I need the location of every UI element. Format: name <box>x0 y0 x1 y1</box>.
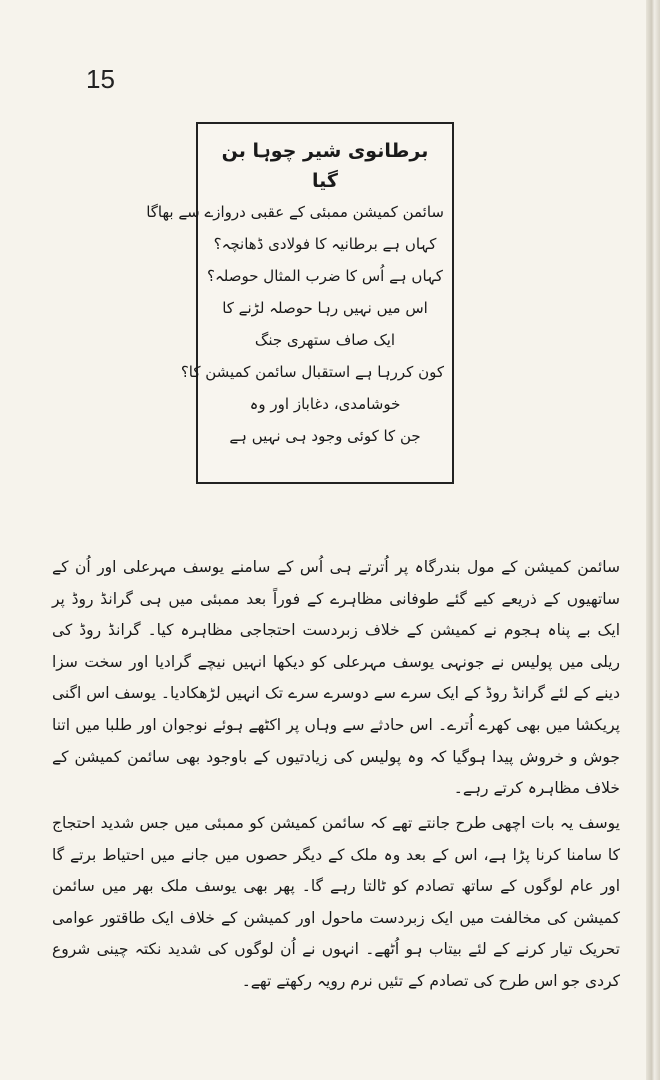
poem-line: کہاں ہے برطانیہ کا فولادی ڈھانچہ؟ <box>213 235 437 253</box>
body-paragraph: سائمن کمیشن کے مول بندرگاہ پر اُترتے ہی اُس کے سامنے یوسف مہرعلی اور اُن کے ساتھیوں کے ذریعے کیے گئے طوفانی مظاہرے کے فوراً بعد ممبئی میں ہی گرانڈ روڈ پر ایک بے پناہ ہجوم نے کمیشن کے خلاف زبردست احتجاجی مظاہرہ کیا۔ گرانڈ روڈ کی ریلی میں پولیس نے جونہی یوسف مہرعلی کو دیکھا انہیں نیچے گرادیا اور سخت سزا دینے کے لئے گرانڈ روڈ کے ایک سرے سے دوسرے سرے تک انہیں لڑھکادیا۔ یوسف اس اگنی پریکشا میں بھی کھرے اُترے۔ اس حادثے سے وہاں پر اکٹھے ہوئے نوجوان اور طلبا میں اتنا جوش و خروش پیدا ہوگیا کہ وہ پولیس کی زیادتیوں کے باوجود بھی سائمن کمیشن کے خلاف مظاہرہ کرتے رہے۔ <box>52 558 620 798</box>
poem-line: خوشامدی، دغاباز اور وہ <box>249 395 401 413</box>
poem-line: اس میں نہیں رہا حوصلہ لڑنے کا <box>222 299 428 317</box>
page-edge <box>646 0 660 1080</box>
poem-title: برطانوی شیر چوہا بن گیا <box>221 140 429 192</box>
poem-line: کون کررہا ہے استقبال سائمن کمیشن کا؟ <box>180 363 444 381</box>
poem-line: کہاں ہے اُس کا ضرب المثال حوصلہ؟ <box>207 267 443 285</box>
poem-line: سائمن کمیشن ممبئی کے عقبی دروازے سے بھاگا <box>146 203 444 221</box>
body-paragraph: یوسف یہ بات اچھی طرح جانتے تھے کہ سائمن کمیشن کو ممبئی میں جس شدید احتجاج کا سامنا کرنا پڑا ہے، اس کے بعد وہ ملک کے دیگر حصوں میں جانے میں احتیاط برتے گا اور عام لوگوں کے ساتھ تصادم کو ٹالتا رہے گا۔ پھر بھی یوسف ملک بھر میں سائمن کمیشن کی مخالفت میں ایک زبردست ماحول اور کمیشن کے خلاف ایک طاقتور عوامی تحریک تیار کرنے کے لئے بیتاب ہو اُٹھے۔ انہوں نے اُن لوگوں کی شدید نکتہ چینی شروع کردی جو اس طرح کی تصادم کے تئیں نرم رویہ رکھتے تھے۔ <box>52 814 620 990</box>
poem-box <box>146 122 454 484</box>
poem-line: ایک صاف ستھری جنگ <box>254 331 396 349</box>
page-number: 15 <box>86 64 115 94</box>
poem-line: جن کا کوئی وجود ہی نہیں ہے <box>229 427 421 445</box>
